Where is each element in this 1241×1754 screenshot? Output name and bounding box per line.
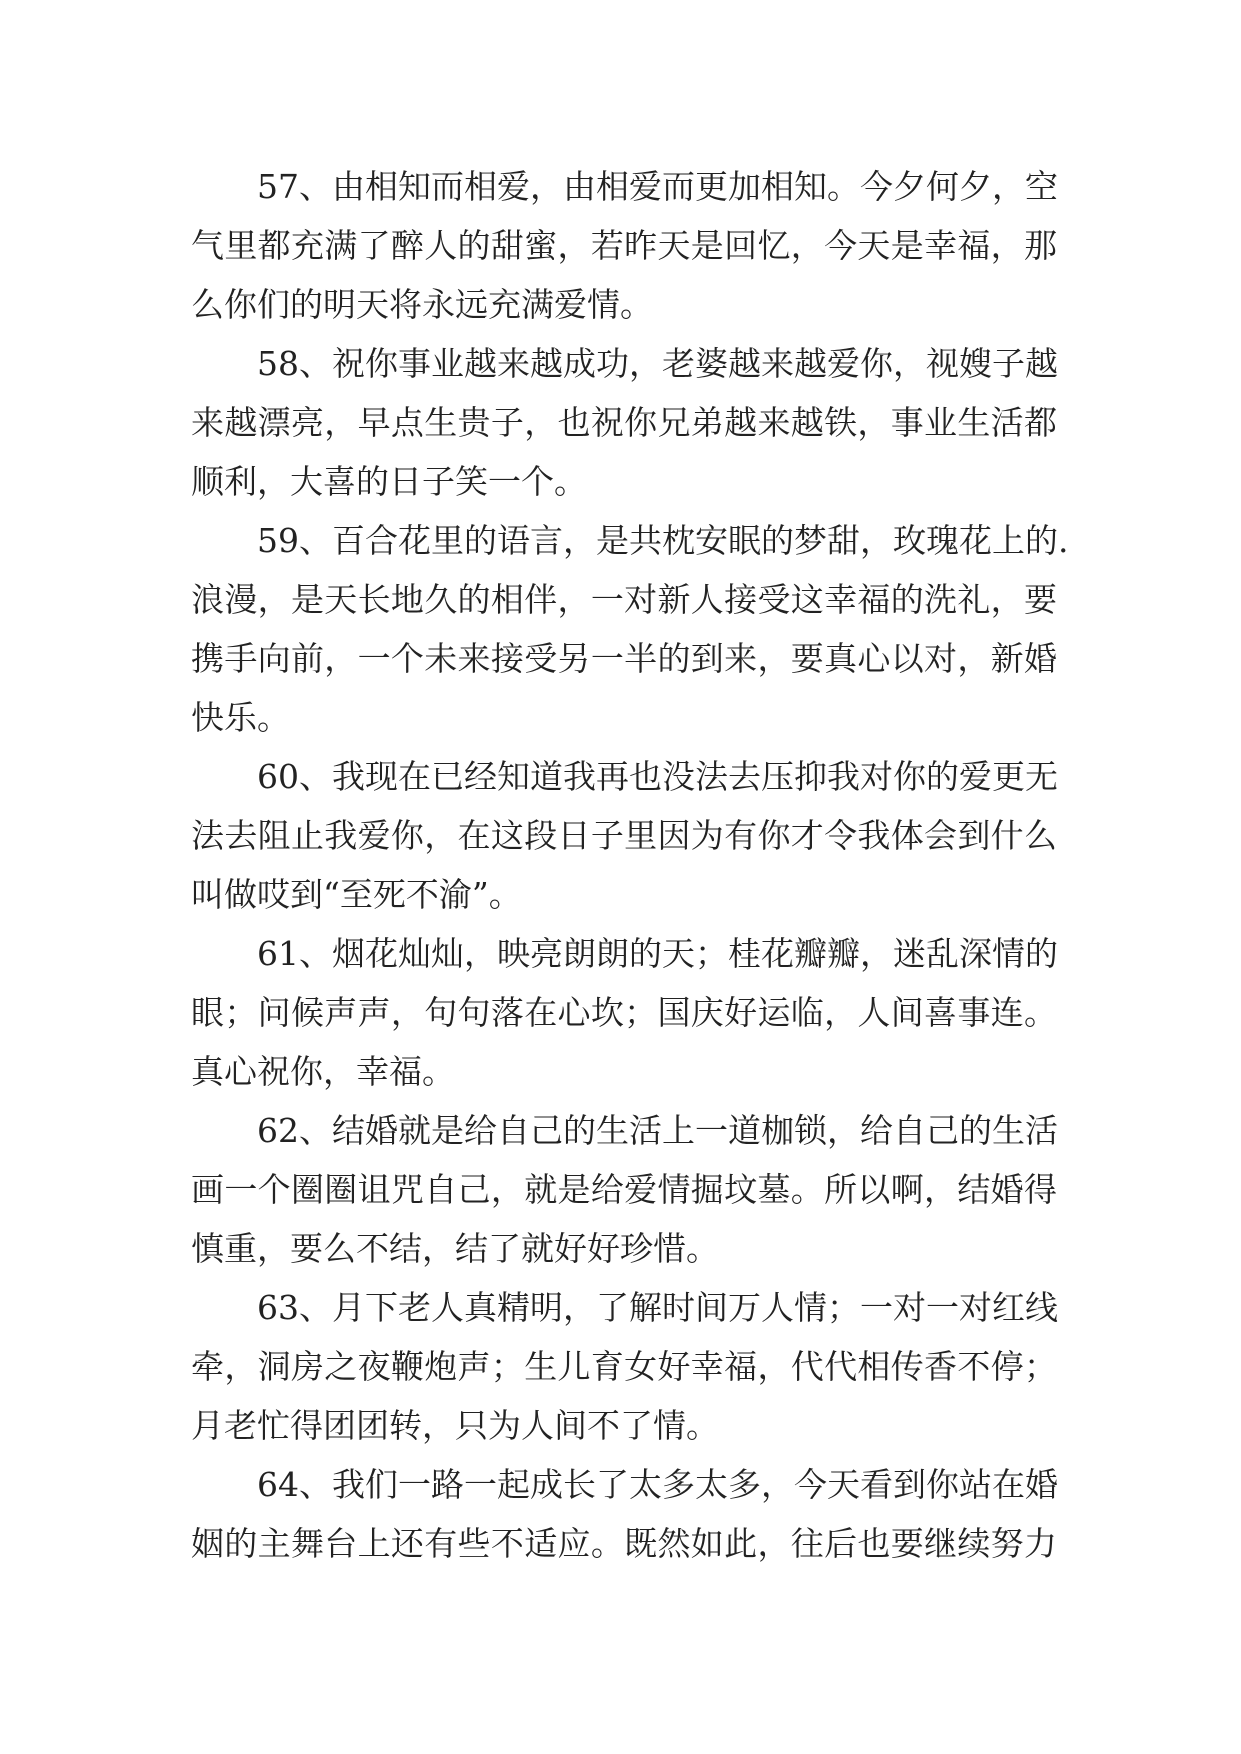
text-line: 浪漫，是天长地久的相伴，一对新人接受这幸福的洗礼，要: [191, 580, 1057, 619]
text-line: 来越漂亮，早点生贵子，也祝你兄弟越来越铁，事业生活都: [191, 403, 1057, 442]
text-line: 画一个圈圈诅咒自己，就是给爱情掘坟墓。所以啊，结婚得: [191, 1170, 1057, 1209]
text-line: 法去阻止我爱你，在这段日子里因为有你才令我体会到什么: [191, 816, 1057, 855]
paragraph-62: [191, 1101, 1057, 1278]
text-line: 慎重，要么不结，结了就好好珍惜。: [191, 1229, 719, 1268]
text-line: 牵，洞房之夜鞭炮声；生儿育女好幸福，代代相传香不停；: [191, 1347, 1057, 1386]
text-line: 携手向前，一个未来接受另一半的到来，要真心以对，新婚: [191, 639, 1057, 678]
text-line: 62、结婚就是给自己的生活上一道枷锁，给自己的生活: [257, 1111, 1058, 1150]
paragraph-61: [191, 924, 1057, 1101]
paragraph-60: [191, 747, 1057, 924]
document-body: [191, 157, 1069, 1573]
text-line: 59、百合花里的语言，是共枕安眠的梦甜，玫瑰花上的.: [257, 521, 1069, 560]
text-line: 真心祝你，幸福。: [191, 1052, 455, 1091]
text-line: 顺利，大喜的日子笑一个。: [191, 462, 587, 501]
text-line: 叫做哎到“至死不渝”。: [191, 875, 522, 914]
paragraph-58: [191, 334, 1057, 511]
text-line: 月老忙得团团转，只为人间不了情。: [191, 1406, 719, 1445]
text-line: 64、我们一路一起成长了太多太多，今天看到你站在婚: [257, 1465, 1058, 1504]
text-line: 61、烟花灿灿，映亮朗朗的天；桂花瓣瓣，迷乱深情的: [257, 934, 1058, 973]
text-line: 57、由相知而相爱，由相爱而更加相知。今夕何夕，空: [257, 167, 1058, 206]
text-line: 60、我现在已经知道我再也没法去压抑我对你的爱更无: [257, 757, 1058, 796]
text-line: 快乐。: [191, 698, 290, 737]
text-line: 58、祝你事业越来越成功，老婆越来越爱你，视嫂子越: [257, 344, 1058, 383]
paragraph-63: [191, 1278, 1057, 1455]
paragraph-57: [191, 157, 1057, 334]
paragraph-64: [191, 1455, 1057, 1573]
text-line: 姻的主舞台上还有些不适应。既然如此，往后也要继续努力: [191, 1524, 1057, 1563]
text-line: 气里都充满了醉人的甜蜜，若昨天是回忆，今天是幸福，那: [191, 226, 1057, 265]
paragraph-59: [191, 511, 1069, 747]
text-line: 眼；问候声声，句句落在心坎；国庆好运临，人间喜事连。: [191, 993, 1057, 1032]
text-line: 么你们的明天将永远充满爱情。: [191, 285, 653, 324]
text-line: 63、月下老人真精明，了解时间万人情；一对一对红线: [257, 1288, 1058, 1327]
